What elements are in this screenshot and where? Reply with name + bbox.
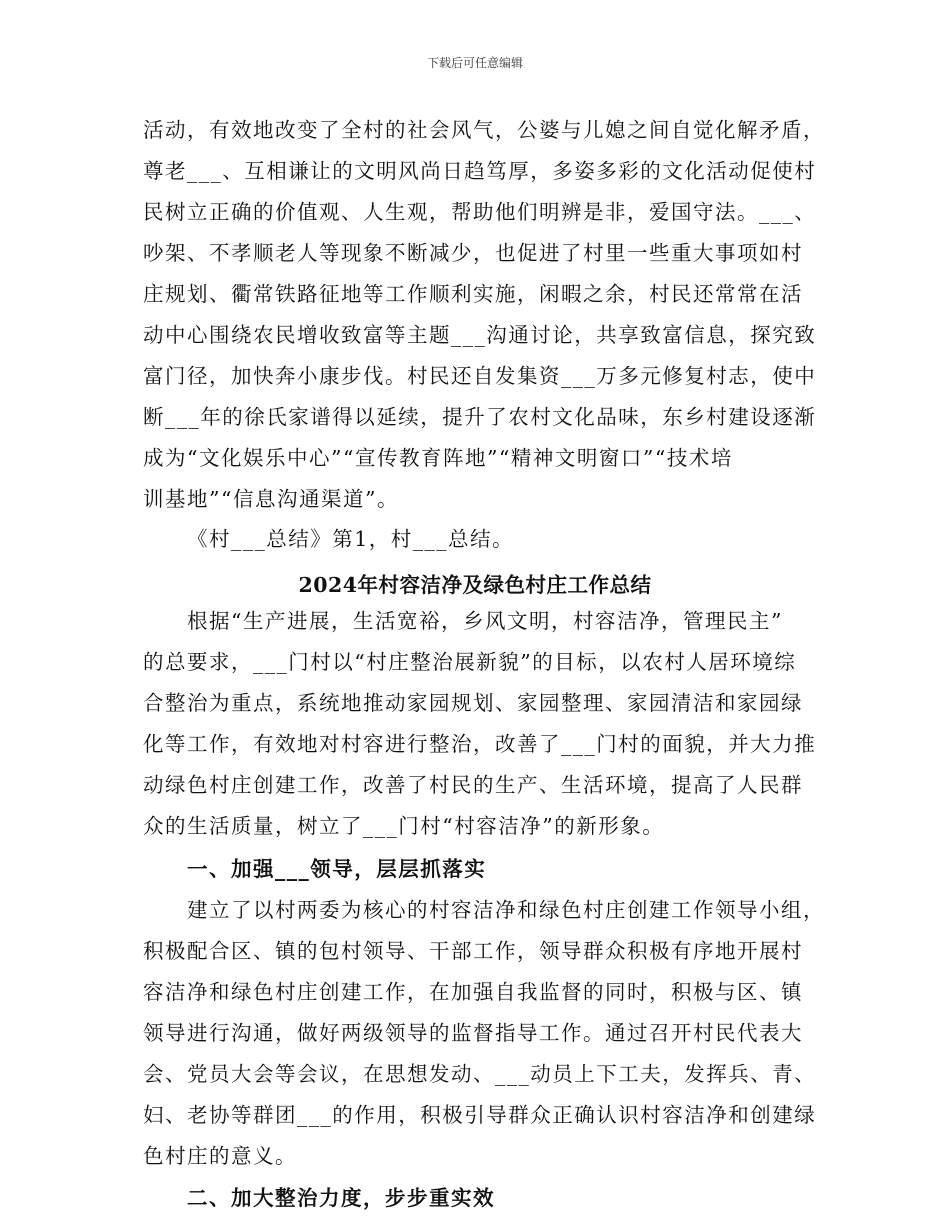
document-title: 2024年村容洁净及绿色村庄工作总结: [298, 573, 652, 597]
page-header: 下载后可任意编辑: [426, 56, 523, 70]
body-line: 民树立正确的价值观、人生观，帮助他们明辨是非，爱国守法。___、: [143, 200, 817, 224]
section-heading-2: 二、加大整治力度，步步重实效: [187, 1186, 495, 1210]
body-line: 训基地”“信息沟通渠道”。: [143, 487, 399, 511]
para-line: 领导进行沟通，做好两级领导的监督指导工作。通过召开村民代表大: [143, 1021, 803, 1045]
para-line: 色村庄的意义。: [143, 1144, 297, 1168]
body-line: 富门径，加快奔小康步伐。村民还自发集资___万多元修复村志，使中: [143, 364, 817, 388]
body-line: 断___年的徐氏家谱得以延续，提升了农村文化品味，东乡村建设逐渐: [143, 405, 817, 429]
intro-line: 根据“生产进展，生活宽裕，乡风文明，村容洁净，管理民主”: [187, 609, 783, 633]
body-line: 成为“文化娱乐中心”“宣传教育阵地”“精神文明窗口”“技术培: [143, 446, 733, 470]
body-line: 庄规划、衢常铁路征地等工作顺利实施，闲暇之余，村民还常常在活: [143, 282, 803, 306]
intro-line: 化等工作，有效地对村容进行整治，改善了___门村的面貌，并大力推: [143, 732, 817, 756]
para-line: 容洁净和绿色村庄创建工作，在加强自我监督的同时，积极与区、镇: [143, 980, 803, 1004]
section-heading-1: 一、加强___领导，层层抓落实: [187, 857, 487, 881]
body-line: 动中心围绕农民增收致富等主题___沟通讨论，共享致富信息，探究致: [143, 323, 817, 347]
para-line: 妇、老协等群团___的作用，积极引导群众正确认识村容洁净和创建绿: [143, 1103, 817, 1127]
intro-line: 动绿色村庄创建工作，改善了村民的生产、生活环境，提高了人民群: [143, 773, 803, 797]
para-line: 建立了以村两委为核心的村容洁净和绿色村庄创建工作领导小组，: [187, 898, 825, 922]
intro-line: 众的生活质量，树立了___门村“村容洁净”的新形象。: [143, 814, 665, 838]
body-line: 活动，有效地改变了全村的社会风气，公婆与儿媳之间自觉化解矛盾，: [143, 118, 825, 142]
section-closing: 《村___总结》第1，村___总结。: [187, 527, 515, 551]
para-line: 会、党员大会等会议，在思想发动、___动员上下工夫，发挥兵、青、: [143, 1062, 817, 1086]
intro-line: 的总要求，___门村以“村庄整治展新貌”的目标，以农村人居环境综: [143, 650, 797, 674]
intro-line: 合整治为重点，系统地推动家园规划、家园整理、家园清洁和家园绿: [143, 691, 803, 715]
para-line: 积极配合区、镇的包村领导、干部工作，领导群众积极有序地开展村: [143, 939, 803, 963]
body-line: 吵架、不孝顺老人等现象不断减少，也促进了村里一些重大事项如村: [143, 241, 803, 265]
body-line: 尊老___、互相谦让的文明风尚日趋笃厚，多姿多彩的文化活动促使村: [143, 159, 817, 183]
